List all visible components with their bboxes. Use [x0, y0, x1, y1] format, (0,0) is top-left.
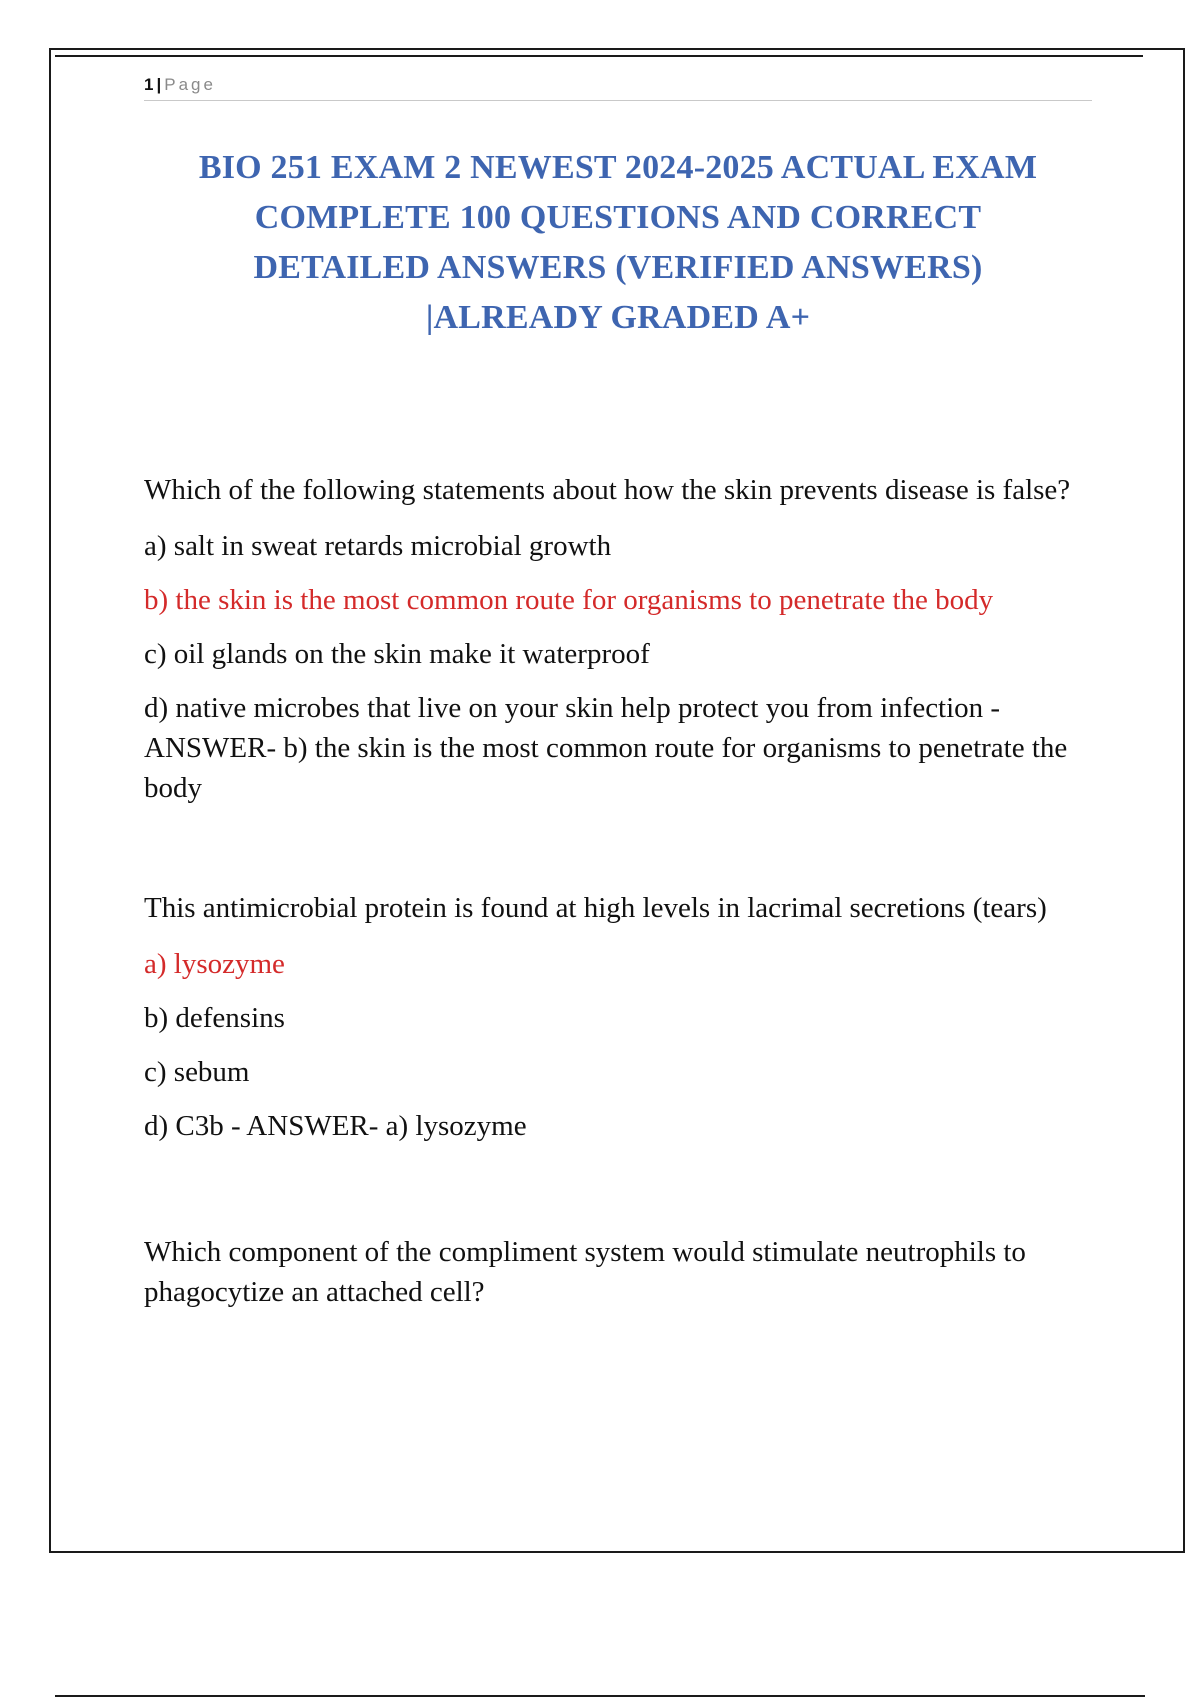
option-c: c) sebum [144, 1056, 250, 1088]
option-a: a) salt in sweat retards microbial growth [144, 530, 612, 562]
title-line-4: |ALREADY GRADED A+ [425, 299, 811, 336]
question-block-1 [144, 470, 1090, 808]
option-d-with-answer: d) native microbes that live on your skin help protect you from infection - ANSWER- b) the skin is the most common route for organisms to penetrate the body [144, 692, 1068, 804]
document-body [144, 470, 1090, 1328]
page-number: 1 [144, 75, 154, 94]
question-block-2 [144, 888, 1090, 1146]
page-label: Page [164, 75, 216, 94]
option-c: c) oil glands on the skin make it waterproof [144, 638, 650, 670]
page-separator: | [156, 75, 162, 94]
question-text: Which component of the compliment system would stimulate neutrophils to phagocytize an attached cell? [144, 1236, 1026, 1308]
option-b-correct: b) the skin is the most common route for organisms to penetrate the body [144, 584, 994, 616]
question-text: This antimicrobial protein is found at high levels in lacrimal secretions (tears) [144, 892, 1047, 924]
document-title [144, 143, 1092, 343]
question-block-3 [144, 1232, 1090, 1312]
spacer [144, 1160, 1090, 1232]
option-d-with-answer: d) C3b - ANSWER- a) lysozyme [144, 1110, 527, 1142]
title-line-2: COMPLETE 100 QUESTIONS AND CORRECT [254, 199, 982, 236]
option-b: b) defensins [144, 1002, 285, 1034]
question-text: Which of the following statements about how the skin prevents disease is false? [144, 474, 1071, 506]
spacer [144, 822, 1090, 888]
title-line-1: BIO 251 EXAM 2 NEWEST 2024-2025 ACTUAL EXAM [198, 149, 1038, 186]
option-a-correct: a) lysozyme [144, 948, 285, 980]
bottom-rule [55, 1695, 1145, 1697]
title-line-3: DETAILED ANSWERS (VERIFIED ANSWERS) [253, 249, 983, 286]
page-header [144, 74, 1092, 101]
